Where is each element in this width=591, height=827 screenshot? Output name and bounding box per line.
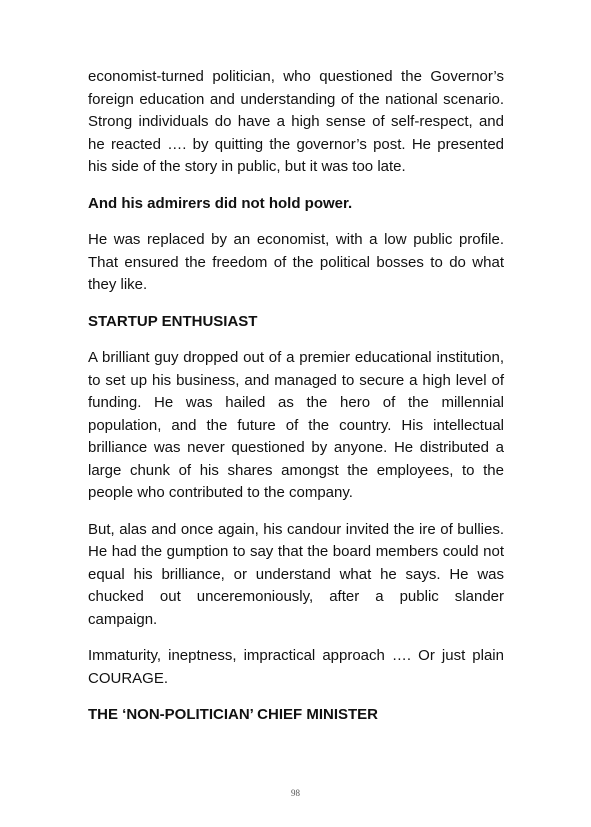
section-heading: STARTUP ENTHUSIAST (88, 312, 258, 330)
paragraph: A brilliant guy dropped out of a premier educational institution, to set up his business, and managed to secure a high level of funding. He was hailed as the hero of the millennial population, and the future of the country. His intellectual brilliance was never questioned by anyone. He distributed a large chunk of his shares amongst the employees, to the people who contributed to the company. (88, 349, 504, 501)
bold-statement: And his admirers did not hold power. (88, 194, 353, 212)
paragraph: But, alas and once again, his candour invited the ire of bullies. He had the gumption to say that the board members could not equal his brilliance, or understand what he says. He was chucked out unceremoniously, after a public slander campaign. (88, 520, 504, 628)
page-number: 98 (291, 788, 300, 798)
paragraph: He was replaced by an economist, with a low public profile. That ensured the freedom of the political bosses to do what they like. (88, 231, 504, 293)
paragraph: economist-turned politician, who questioned the Governor’s foreign education and understanding of the national scenario. Strong individuals do have a high sense of self-respect, and he reacted …. by quitting the governor’s post. He presented his side of the story in public, but it was too late. (88, 68, 504, 175)
page-body (88, 66, 504, 741)
section-heading: THE ‘NON-POLITICIAN’ CHIEF MINISTER (88, 706, 379, 723)
paragraph: Immaturity, ineptness, impractical approach …. Or just plain COURAGE. (88, 647, 504, 687)
